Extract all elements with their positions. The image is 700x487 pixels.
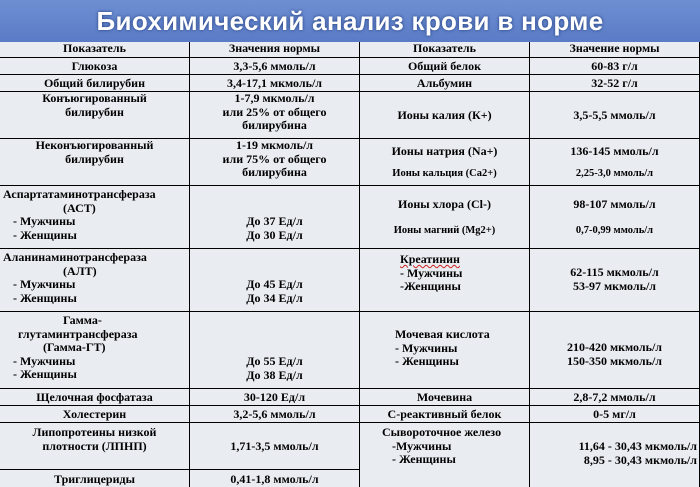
left-row-cholesterol-value: 3,2-5,6 ммоль/л bbox=[190, 406, 360, 423]
left-row-alp-name: Щелочная фосфатаза bbox=[0, 389, 190, 406]
left-row-ast-value bbox=[190, 186, 360, 249]
right-row-urea-name: Мочевина bbox=[360, 389, 530, 406]
right-row-potassium-value: 3,5-5,5 ммоль/л bbox=[530, 92, 700, 139]
ast-men-value: До 37 Ед/л bbox=[246, 214, 303, 228]
left-row-bilirubin-total-value: 3,4-17,1 мкмоль/л bbox=[190, 75, 360, 92]
ast-men-label: - Мужчины bbox=[13, 214, 76, 228]
left-row-alt-name bbox=[0, 249, 190, 312]
ast-name-line2: (АСТ) bbox=[63, 200, 96, 215]
right-row-potassium-name: Ионы калия (К+) bbox=[360, 92, 530, 139]
alt-men-value: До 45 Ед/л bbox=[246, 277, 303, 291]
alt-women-label: - Женщины bbox=[13, 290, 77, 305]
ggt-name-line2: глутаминтрансфераза bbox=[18, 326, 138, 341]
iron-men-label: -Мужчины bbox=[392, 438, 452, 453]
right-row-iron-name bbox=[360, 423, 530, 487]
right-row-chlorine-magnesium-value bbox=[530, 186, 700, 249]
uric-name: Мочевая кислота bbox=[395, 327, 490, 341]
right-row-creatinine-name bbox=[360, 249, 530, 312]
iron-women-label: - Женщины bbox=[392, 452, 456, 466]
bilirubin-conj-value-line3: билирубина bbox=[242, 118, 307, 132]
iron-men-value: 11,64 - 30,43 мкмоль/л bbox=[578, 439, 697, 453]
left-row-ldl-name bbox=[0, 423, 190, 470]
bilirubin-conj-value-line2: или 25% от общего bbox=[222, 104, 327, 119]
ast-women-label: - Женщины bbox=[13, 227, 77, 242]
ldl-name-line1: Липопротеины низкой bbox=[32, 425, 157, 439]
left-row-bilirubin-conj-name bbox=[0, 92, 190, 139]
right-row-creatinine-value bbox=[530, 249, 700, 312]
calcium-name: Ионы кальция (Ca2+) bbox=[392, 167, 497, 179]
left-row-ldl-value: 1,71-3,5 ммоль/л bbox=[190, 423, 360, 470]
ldl-name-line2: плотности (ЛПНП) bbox=[42, 438, 147, 453]
creatinine-women-label: -Женщины bbox=[400, 279, 461, 293]
ggt-name-line1: Гамма- bbox=[63, 313, 102, 327]
ggt-women-label: - Женщины bbox=[13, 367, 77, 381]
creatinine-men-label: - Мужчины bbox=[400, 265, 463, 280]
right-row-protein-name: Общий белок bbox=[360, 58, 530, 75]
uric-women-label: - Женщины bbox=[395, 354, 459, 368]
uric-men-label: - Мужчины bbox=[395, 340, 458, 355]
left-row-bilirubin-unconj-name bbox=[0, 139, 190, 186]
right-row-sodium-calcium-name bbox=[360, 139, 530, 186]
left-row-bilirubin-conj-value bbox=[190, 92, 360, 139]
left-row-triglycerides-value: 0,41-1,8 ммоль/л bbox=[190, 470, 360, 487]
bilirubin-unconj-name-line2: билирубин bbox=[65, 151, 124, 166]
ggt-women-value: До 38 Ед/л bbox=[246, 367, 303, 382]
bilirubin-conj-name-line1: Конъюгированный bbox=[42, 92, 147, 105]
left-row-ggt-name bbox=[0, 312, 190, 389]
left-row-triglycerides-name: Триглицериды bbox=[0, 470, 190, 487]
creatinine-women-value: 53-97 мкмоль/л bbox=[572, 278, 657, 293]
header-left-value: Значения нормы bbox=[190, 42, 360, 58]
sodium-value: 136-145 ммоль/л bbox=[570, 144, 659, 158]
right-row-chlorine-magnesium-name bbox=[360, 186, 530, 249]
title-banner bbox=[0, 0, 700, 42]
right-row-albumin-value: 32-52 г/л bbox=[530, 75, 700, 92]
left-row-glucose-name: Глюкоза bbox=[0, 58, 190, 75]
ast-women-value: До 30 Ед/л bbox=[246, 227, 303, 242]
creatinine-name: Креатинин bbox=[400, 252, 460, 266]
alt-men-label: - Мужчины bbox=[13, 277, 76, 291]
alt-name-line2: (АЛТ) bbox=[63, 263, 97, 278]
left-row-cholesterol-name: Холестерин bbox=[0, 406, 190, 423]
chlorine-name: Ионы хлора (Cl-) bbox=[397, 197, 491, 211]
page-title: Биохимический анализ крови в норме bbox=[96, 6, 604, 36]
right-row-uric-value bbox=[530, 312, 700, 389]
right-row-urea-value: 2,8-7,2 ммоль/л bbox=[530, 389, 700, 406]
right-row-sodium-calcium-value bbox=[530, 139, 700, 186]
bilirubin-unconj-value-line1: 1-19 мкмоль/л bbox=[235, 139, 314, 152]
ggt-name-line3: (Гамма-ГТ) bbox=[43, 340, 106, 354]
left-row-bilirubin-unconj-value bbox=[190, 139, 360, 186]
right-row-albumin-name: Альбумин bbox=[360, 75, 530, 92]
uric-men-value: 210-420 мкмоль/л bbox=[566, 340, 663, 354]
right-row-uric-name bbox=[360, 312, 530, 389]
ast-name-line1: Аспартатаминотрансфераза bbox=[3, 187, 156, 201]
ggt-men-label: - Мужчины bbox=[13, 353, 76, 368]
alt-women-value: До 34 Ед/л bbox=[246, 290, 303, 305]
bilirubin-unconj-value-line3: билирубина bbox=[242, 165, 307, 179]
sodium-name: Ионы натрия (Na+) bbox=[391, 144, 498, 158]
left-row-bilirubin-total-name: Общий билирубин bbox=[0, 75, 190, 92]
right-row-crp-value: 0-5 мг/л bbox=[530, 406, 700, 423]
header-left-param: Показатель bbox=[0, 42, 190, 58]
iron-women-value: 8,95 - 30,43 мкмоль/л bbox=[583, 452, 697, 467]
bilirubin-conj-name-line2: билирубин bbox=[65, 104, 124, 119]
bilirubin-conj-value-line1: 1-7,9 мкмоль/л bbox=[234, 92, 315, 105]
calcium-value: 2,25-3,0 ммоль/л bbox=[575, 167, 654, 179]
ggt-men-value: До 55 Ед/л bbox=[246, 354, 303, 368]
creatinine-men-value: 62-115 мкмоль/л bbox=[570, 265, 659, 279]
right-row-crp-name: С-реактивный белок bbox=[360, 406, 530, 423]
left-row-alt-value bbox=[190, 249, 360, 312]
left-row-glucose-value: 3,3-5,6 ммоль/л bbox=[190, 58, 360, 75]
bilirubin-unconj-value-line2: или 75% от общего bbox=[222, 151, 327, 166]
left-row-ast-name bbox=[0, 186, 190, 249]
bilirubin-unconj-name-line1: Неконъюгированный bbox=[35, 139, 154, 152]
iron-name: Сывороточное железо bbox=[382, 425, 502, 439]
right-row-protein-value: 60-83 г/л bbox=[530, 58, 700, 75]
left-row-alp-value: 30-120 Ед/л bbox=[190, 389, 360, 406]
alt-name-line1: Аланинаминотрансфераза bbox=[3, 250, 147, 264]
uric-women-value: 150-350 мкмоль/л bbox=[566, 353, 663, 368]
right-row-iron-value bbox=[530, 423, 700, 487]
magnesium-name: Ионы магний (Mg2+) bbox=[393, 224, 496, 236]
left-row-ggt-value bbox=[190, 312, 360, 389]
chlorine-value: 98-107 ммоль/л bbox=[573, 197, 656, 211]
magnesium-value: 0,7-0,99 ммоль/л bbox=[575, 224, 654, 236]
norms-table bbox=[0, 42, 700, 487]
header-right-value: Значение нормы bbox=[530, 42, 700, 58]
header-right-param: Показатель bbox=[360, 42, 530, 58]
